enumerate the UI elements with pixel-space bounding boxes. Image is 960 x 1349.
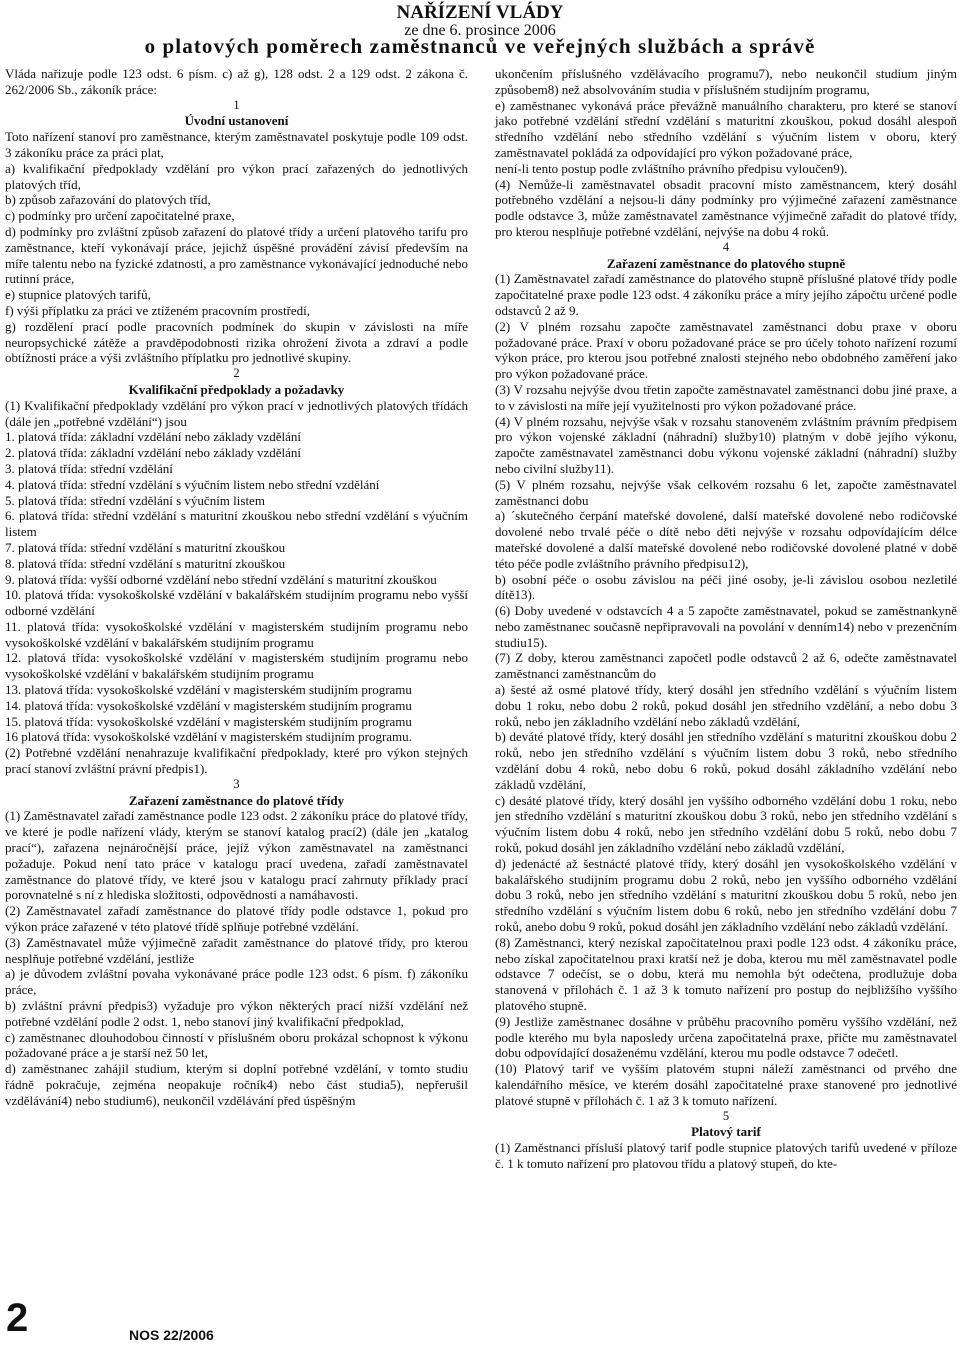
left-section-heading: Úvodní ustanovení [184, 113, 289, 129]
left-column [5, 66, 468, 1109]
left-paragraph: c) podmínky pro určení započitatelné praxe, [5, 208, 235, 224]
left-paragraph: 16 platová třída: vysokoškolské vzdělání v magisterském studijním programu. [5, 729, 412, 745]
left-paragraph: d) zaměstnanec zahájil studium, kterým si doplní potřebné vzdělání, v tomto studiu řádně pokračuje, zejména neopakuje ročník4) nebo část studia5), nepřerušil vzdělávání4) nebo studium6), neukončil vzdělávání před úspěšným [5, 1061, 468, 1108]
left-section-number: 1 [233, 97, 240, 112]
left-section-heading: Kvalifikační předpoklady a požadavky [128, 381, 345, 397]
left-paragraph: Vláda nařizuje podle 123 odst. 6 písm. c) až g), 128 odst. 2 a 129 odst. 2 zákona č. 262/2006 Sb., zákoník práce: [5, 66, 468, 97]
left-paragraph: (2) Zaměstnavatel zařadí zaměstnance do platové třídy podle odstavce 1, pokud pro výkon práce zařazené v této platové třídě splňuje potřebné vzdělání. [5, 903, 468, 935]
left-paragraph: b) způsob zařazování do platových tříd, [5, 192, 211, 208]
document-subtitle: o platových poměrech zaměstnanců ve veřejných službách a správě [144, 34, 816, 58]
left-paragraph: 3. platová třída: střední vzdělání [5, 460, 173, 476]
left-paragraph: 15. platová třída: vysokoškolské vzdělání v magisterském studijním programu [5, 713, 412, 729]
right-paragraph: (3) V rozsahu nejvýše dvou třetin započte zaměstnavatel zaměstnanci dobu jiné praxe, a to v závislosti na míře její využitelnosti pro výkon požadované práce. [495, 381, 957, 413]
document-date: ze dne 6. prosince 2006 [404, 22, 556, 39]
right-paragraph: d) jedenácté až šestnácté platové třídy, který dosáhl jen vysokoškolského vzdělání v bakalářského studijním programu dobu 2 roků, nebo jen vyššího odborného vzdělání dobu 3 roků, nebo jen středního vzdělání s maturitní zkouškou dobu 5 roků, nebo jen středního vzdělání s výučním listem dobu 6 roků, nebo jen středního vzdělání dobu 7 roků, anebo dobu 9 roků, pokud dosáhl jen základního vzdělání nebo základů vzdělání. [495, 855, 957, 935]
left-paragraph: c) zaměstnanec dlouhodobou činností v příslušném oboru prokázal schopnost k výkonu požadované práce a je starší než 50 let, [5, 1029, 468, 1061]
left-section-number: 2 [233, 366, 240, 381]
left-paragraph: 10. platová třída: vysokoškolské vzdělání v bakalářském studijním programu nebo vyšší odborné vzdělání [5, 587, 468, 619]
right-paragraph: (6) Doby uvedené v odstavcích 4 a 5 započte zaměstnavatel, pokud se zaměstnankyně nebo zaměstnanec současně nepřipravovali na povolání v denním14) nebo v prezenčním studiu15). [495, 603, 957, 650]
right-paragraph: není-li tento postup podle zvláštního právního předpisu vyloučen9). [495, 160, 848, 176]
right-section-heading: Zařazení zaměstnance do platového stupně [606, 255, 846, 271]
left-paragraph: 13. platová třída: vysokoškolské vzdělání v magisterském studijním programu [5, 682, 412, 698]
right-paragraph: c) desáté platové třídy, který dosáhl jen vyššího odborného vzdělání dobu 1 roku, nebo jen středního vzdělání s maturitní zkouškou dobu 3 roků, nebo jen středního vzdělání s výučním listem dobu 4 roků, nebo jen středního vzdělání dobu 5 roků, nebo dobu 7 roků, pokud dosáhl jen základního vzdělání nebo základů vzdělání, [495, 792, 957, 856]
right-section-number: 5 [722, 1108, 730, 1123]
left-section-number: 3 [233, 776, 240, 791]
left-paragraph: (1) Kvalifikační předpoklady vzdělání pro výkon prací v jednotlivých platových třídách (dále jen „potřebné vzdělání“) jsou [5, 397, 468, 429]
right-paragraph: (1) Zaměstnanci přísluší platový tarif podle stupnice platových tarifů uvedené v příloze č. 1 k tomuto nařízení pro platovou třídu a platový stupeň, do kte- [495, 1140, 957, 1171]
issue-number: NOS 22/2006 [129, 1327, 214, 1343]
left-paragraph: Toto nařízení stanoví pro zaměstnance, kterým zaměstnavatel poskytuje podle 109 odst. 3 zákoníku práce za práci plat, [5, 129, 468, 160]
left-paragraph: d) podmínky pro zvláštní způsob zařazení do platové třídy a určení platového tarifu pro zaměstnance, kteří vykonávají práce, jejichž úspěšné provádění závisí především na míře talentu nebo na fyzické zdatnosti, a pro zaměstnance vykonávající jednoduché nebo rutinní práce, [5, 223, 468, 287]
right-column [495, 66, 957, 1172]
left-paragraph: 8. platová třída: střední vzdělání s maturitní zkouškou [5, 555, 286, 571]
right-paragraph: ukončením příslušného vzdělávacího programu7), nebo neukončil studium jiným způsobem8) než absolvováním studia v příslušném studijním programu, [495, 66, 957, 97]
right-paragraph: (7) Z doby, kterou zaměstnanci započetl podle odstavců 2 až 6, odečte zaměstnavatel zaměstnanci zaměstnancům do [495, 650, 957, 682]
left-paragraph: 1. platová třída: základní vzdělání nebo základy vzdělání [5, 429, 301, 445]
page-number: 2 [6, 1296, 29, 1340]
left-paragraph: 11. platová třída: vysokoškolské vzdělání v magisterském studijním programu nebo vysokoškolské vzdělání v bakalářském studijním programu [5, 618, 468, 650]
right-section-number: 4 [722, 239, 730, 254]
left-paragraph: 12. platová třída: vysokoškolské vzdělání v magisterském studijním programu nebo vysokoškolské vzdělání v bakalářském studijním programu [5, 650, 468, 682]
left-paragraph: 6. platová třída: střední vzdělání s maturitní zkouškou nebo střední vzdělání s výučním listem [5, 508, 468, 540]
left-paragraph: (1) Zaměstnavatel zařadí zaměstnance podle 123 odst. 2 zákoníku práce do platové třídy, ve které je podle nařízení vlády, kterým se stanoví katalog prací2) (dále jen „katalog prací“), zařazena nejnáročnější práce, jejíž výkon zaměstnavatel na zaměstnanci požaduje. Pokud není tato práce v katalogu prací uvedena, zařadí zaměstnavatel zaměstnance do platové třídy, ve které jsou v katalogu prací zahrnuty příklady prací porovnatelné s ní z hlediska složitosti, odpovědnosti a namáhavosti. [5, 808, 468, 903]
right-paragraph: a) ´skutečného čerpání mateřské dovolené, další mateřské dovolené nebo rodičovské dovolené nebo trvalé péče o dítě nebo děti nejvýše v rozsahu odpovídajícím délce mateřské dovolené a další mateřské dovolené nebo rodičovské dovolené platné v době této péče podle zvláštního právního předpisu12), [495, 508, 957, 571]
right-paragraph: (4) V plném rozsahu, nejvýše však v rozsahu stanoveném zvláštním právním předpisem pro výkon vojenské základní (náhradní) služby10) platným v době jejího výkonu, započte zaměstnavatel zaměstnanci dobu výkonu vojenské základní (náhradní) služby nebo civilní služby11). [495, 413, 957, 476]
left-paragraph: b) zvláštní právní předpis3) vyžaduje pro výkon některých prací nižší vzdělání než potřebné vzdělání podle 2 odst. 1, nebo stanoví jiný kvalifikační předpoklad, [5, 998, 468, 1029]
left-paragraph: 2. platová třída: základní vzdělání nebo základy vzdělání [5, 445, 301, 461]
left-paragraph: 7. platová třída: střední vzdělání s maturitní zkouškou [5, 539, 286, 555]
left-paragraph: 9. platová třída: vyšší odborné vzdělání nebo střední vzdělání s maturitní zkouškou [5, 571, 437, 587]
left-paragraph: 5. platová třída: střední vzdělání s výučním listem [5, 492, 265, 508]
right-paragraph: b) osobní péče o osobu závislou na péči jiné osoby, je-li závislou osobou nezletilé dítě13). [495, 571, 957, 603]
right-paragraph: (9) Jestliže zaměstnanec dosáhne v průběhu pracovního poměru vyššího vzdělání, než podle kterého mu byla naposledy určena započitatelná praxe, přičte mu zaměstnavatel dobu odpovídající dosaženému vzdělání, kterou mu podle odstavce 7 odečetl. [495, 1013, 957, 1061]
left-paragraph: a) kvalifikační předpoklady vzdělání pro výkon prací zařazených do jednotlivých platových tříd, [5, 160, 468, 192]
right-paragraph: (8) Zaměstnanci, který nezískal započitatelnou praxi podle 123 odst. 4 zákoníku práce, nebo získal započitatelnou praxi kratší než je doba, kterou mu měl zaměstnavatel podle odstavce 7 odečíst, se o dobu, která mu nemohla být odečtena, prodlužuje doba stanovená v přílohách č. 1 až 3 k tomuto nařízení pro postup do nejbližšího vyššího platového stupně. [495, 934, 957, 1014]
document-title: NAŘÍZENÍ VLÁDY [396, 2, 564, 23]
right-paragraph: a) šesté až osmé platové třídy, který dosáhl jen středního vzdělání s výučním listem dobu 1 roku, nebo dobu 2 roků, pokud dosáhl jen středního vzdělání, a nebo dobu 3 roků, nebo jen základního vzdělání nebo základů vzdělání, [495, 682, 957, 729]
right-section-heading: Platový tarif [691, 1124, 761, 1140]
left-paragraph: (3) Zaměstnavatel může výjimečně zařadit zaměstnance do platové třídy, pro kterou nesplňuje potřebné vzdělání, jestliže [5, 934, 468, 966]
left-paragraph: 4. platová třída: střední vzdělání s výučním listem nebo střední vzdělání [5, 476, 380, 492]
right-paragraph: (10) Platový tarif ve vyšším platovém stupni náleží zaměstnanci od prvého dne kalendářního měsíce, ve kterém dosáhl započitatelné praxe stanovené pro jednotlivé platové stupně v přílohách č. 1 až 3 k tomuto nařízení. [495, 1061, 957, 1108]
right-paragraph: (1) Zaměstnavatel zařadí zaměstnance do platového stupně příslušné platové třídy podle započitatelné praxe podle 123 odst. 4 zákoníku práce a míry jejího zápočtu určené podle odstavců 2 až 9. [495, 271, 957, 318]
right-paragraph: (5) V plném rozsahu, nejvýše však celkovém rozsahu 6 let, započte zaměstnavatel zaměstnanci dobu [495, 476, 957, 508]
right-paragraph: e) zaměstnanec vykonává práce převážně manuálního charakteru, pro které se stanoví jako potřebné vzdělání střední vzdělání s maturitní zkouškou, pokud dosáhl alespoň středního vzdělání nebo středního vzdělání s výučním listem v oboru, který zaměstnavatel pokládá za odpovídající pro výkon požadované práce, [495, 97, 957, 160]
left-paragraph: a) je důvodem zvláštní povaha vykonávané práce podle 123 odst. 6 písm. f) zákoníku práce, [5, 966, 468, 998]
right-paragraph: (4) Nemůže-li zaměstnavatel obsadit pracovní místo zaměstnancem, který dosáhl potřebného vzdělání a nejsou-li dány podmínky pro výjimečné zařazení zaměstnance podle odstavce 3, může zaměstnavatel zaměstnance výjimečně zařadit do platové třídy, pro kterou nesplňuje potřebné vzdělání, nejvýše na dobu 4 roků. [495, 176, 957, 239]
left-paragraph: (2) Potřebné vzdělání nenahrazuje kvalifikační předpoklady, které pro výkon stejných prací stanoví zvláštní právní předpis1). [5, 745, 468, 777]
right-paragraph: b) deváté platové třídy, který dosáhl jen středního vzdělání s maturitní zkouškou dobu 2 roků, nebo jen středního vzdělání s výučním listem dobu 3 roků, nebo středního vzdělání dobu 4 roků, nebo dobu 6 roků, pokud dosáhl základního vzdělání nebo základů vzdělání, [495, 729, 957, 792]
left-paragraph: e) stupnice platových tarifů, [5, 287, 151, 303]
right-paragraph: (2) V plném rozsahu započte zaměstnavatel zaměstnanci dobu praxe v oboru požadované práce. Praxí v oboru požadované práce se pro účely tohoto nařízení rozumí výkon práce, pro kterou jsou potřebné znalosti stejného nebo obdobného zaměření jako pro výkon požadované práce. [495, 318, 957, 382]
left-paragraph: g) rozdělení prací podle pracovních podmínek do skupin v závislosti na míře neuropsychické zátěže a pravděpodobnosti rizika ohrožení života a zdraví a podle obtížnosti práce a výši zvláštního příplatku pro jednotlivé skupiny. [5, 318, 468, 366]
left-paragraph: f) výši příplatku za práci ve ztíženém pracovním prostředí, [5, 302, 311, 318]
left-paragraph: 14. platová třída: vysokoškolské vzdělání v magisterském studijním programu [5, 697, 412, 713]
left-section-heading: Zařazení zaměstnance do platové třídy [128, 792, 345, 808]
